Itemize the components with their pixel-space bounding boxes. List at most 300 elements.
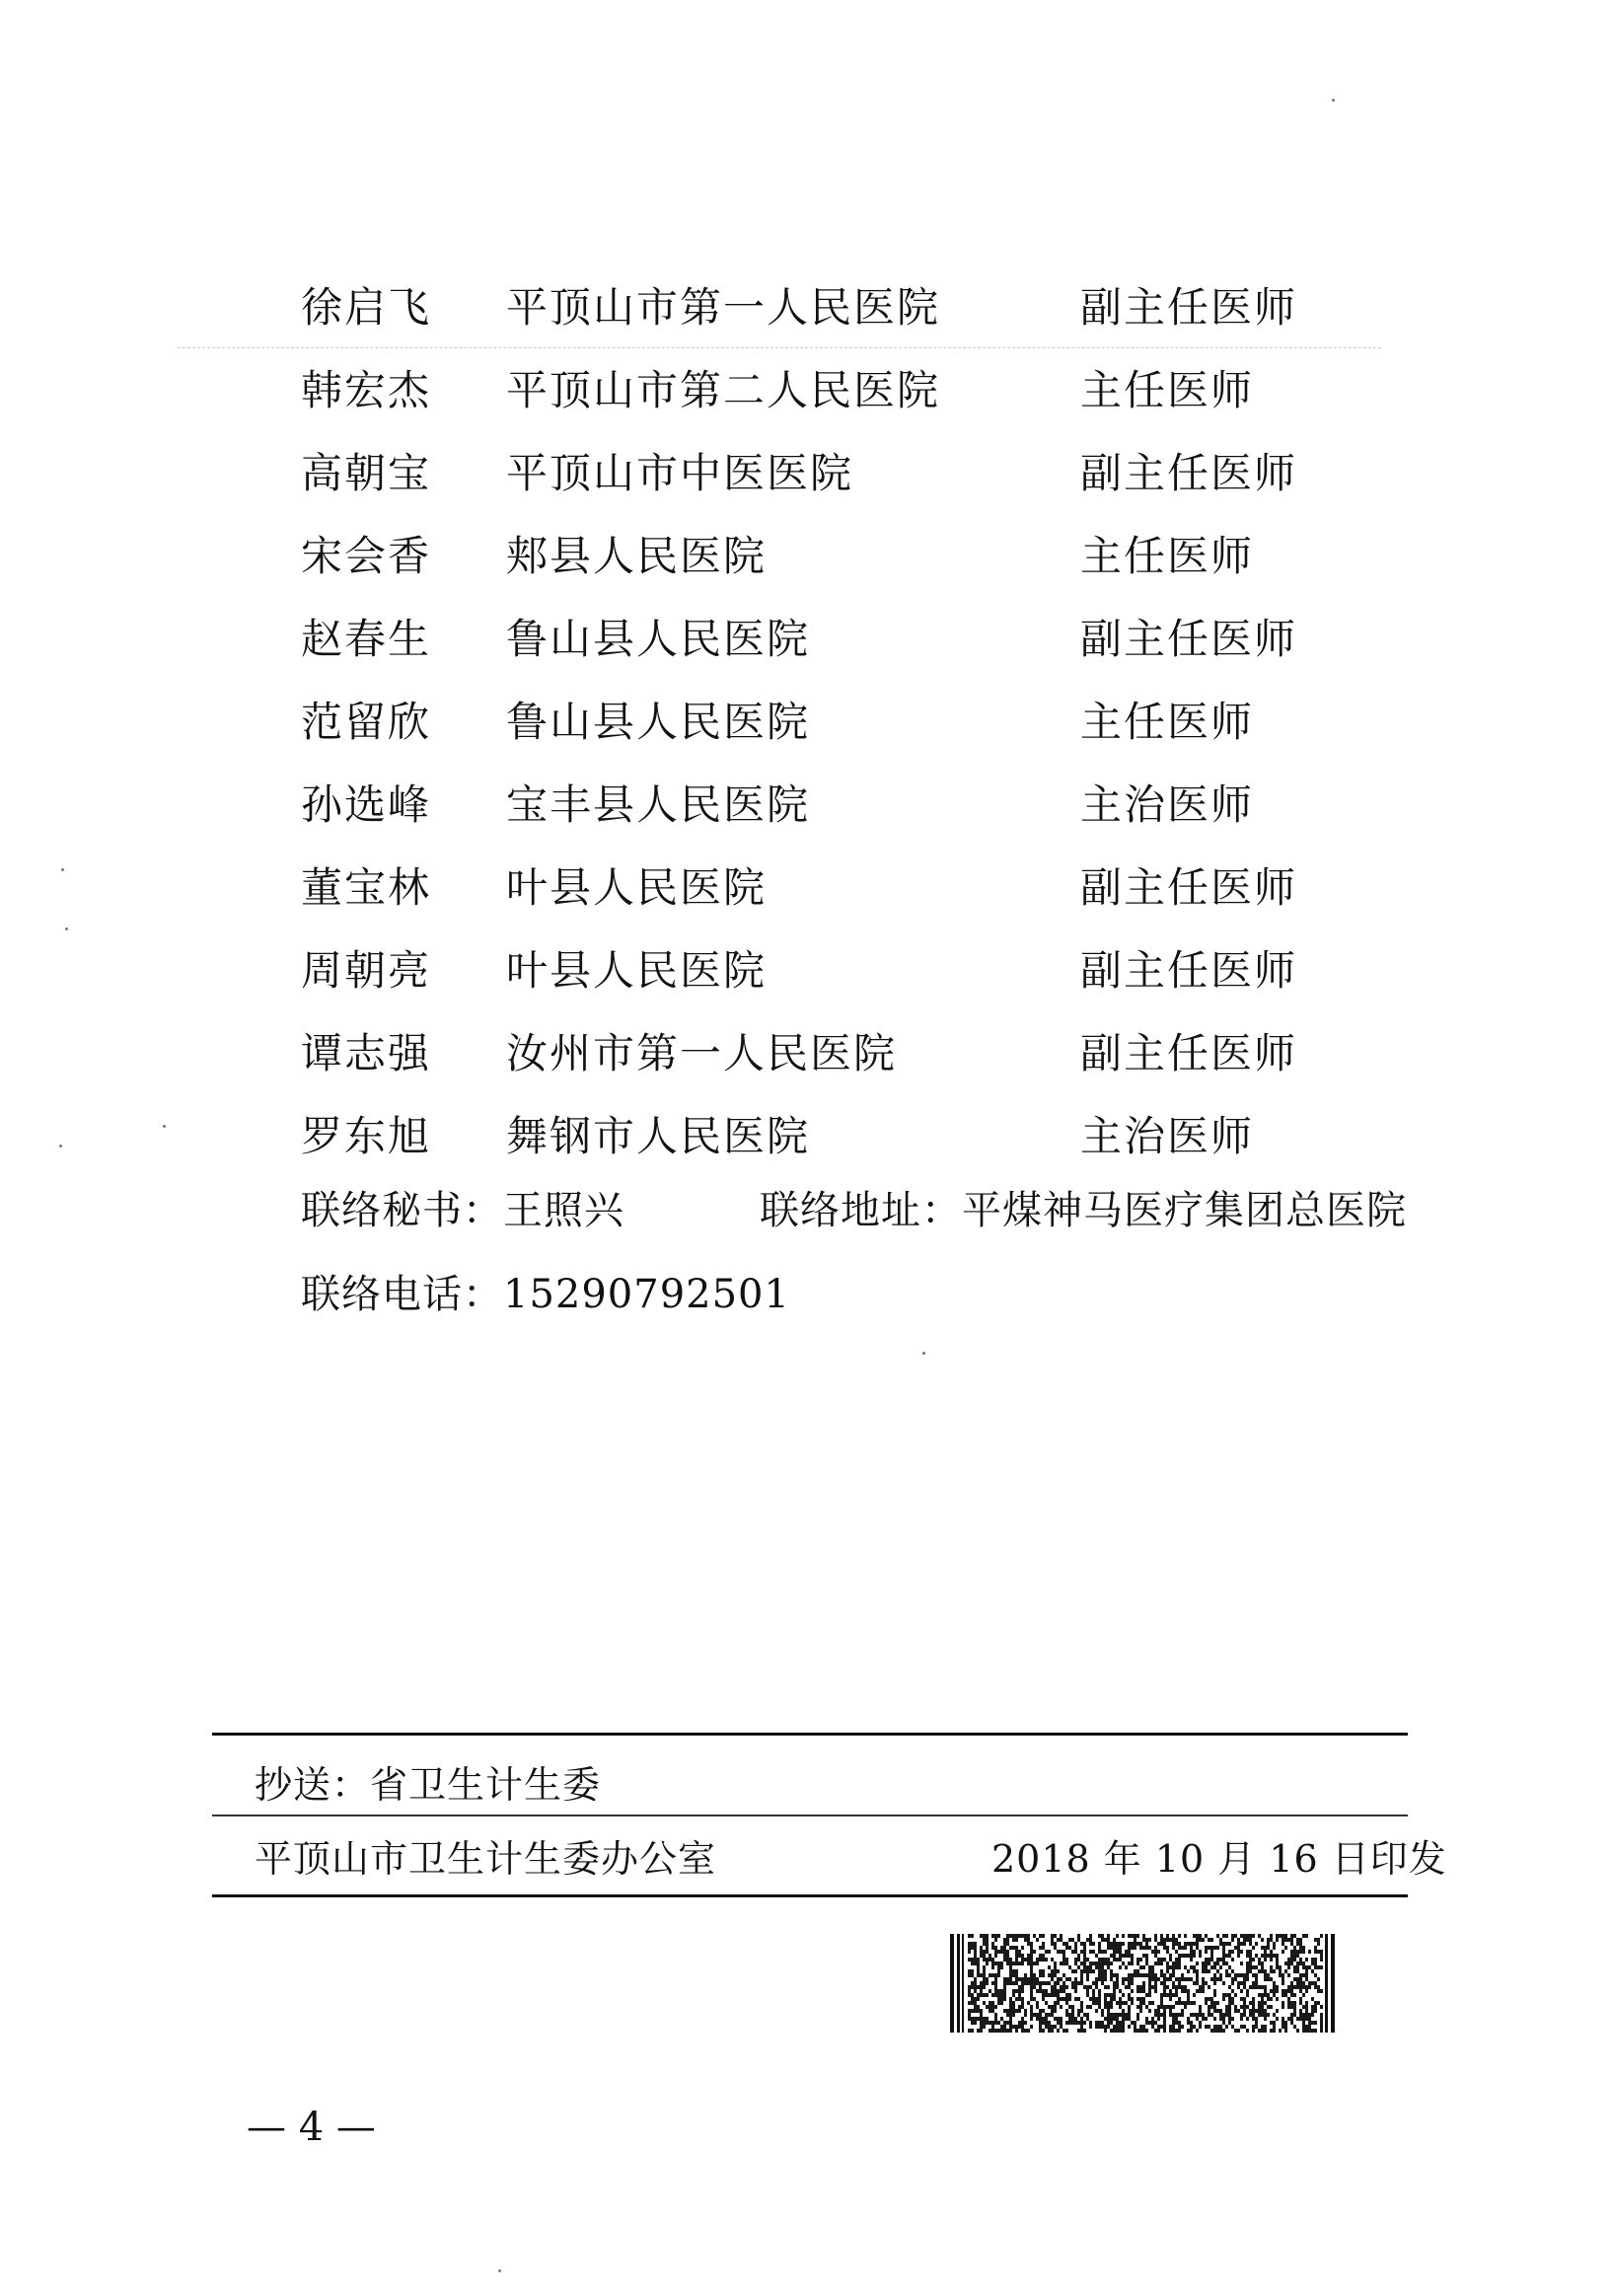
barcode-module [1080, 1977, 1083, 1981]
barcode-module [1009, 2025, 1012, 2029]
barcode-module [1205, 1958, 1208, 1962]
barcode-module [1036, 1989, 1039, 1993]
barcode-module [994, 1985, 997, 1989]
barcode-module [1199, 2025, 1202, 2029]
barcode-module [1231, 1950, 1234, 1954]
barcode-module [1128, 1962, 1131, 1965]
barcode-module [1068, 1938, 1071, 1942]
barcode-module [1261, 1985, 1264, 1989]
barcode-module [1273, 1942, 1276, 1946]
barcode-module [1045, 1958, 1048, 1962]
barcode-module [1264, 2009, 1267, 2013]
barcode-module [1172, 1942, 1175, 1946]
scan-speck [498, 2269, 501, 2272]
barcode-module [1092, 1969, 1095, 1973]
barcode-module [1136, 1997, 1139, 2001]
barcode-module [1015, 1938, 1018, 1942]
barcode-module [1021, 2005, 1024, 2009]
barcode-module [1290, 2001, 1293, 2005]
barcode-module [1030, 2005, 1033, 2009]
barcode-module [1057, 2021, 1060, 2025]
barcode-module [1249, 1965, 1252, 1969]
barcode-module [1205, 2017, 1208, 2021]
barcode-module [1157, 1977, 1160, 1981]
member-hospital: 鲁山县人民医院 [506, 698, 811, 746]
barcode-module [980, 2013, 983, 2017]
barcode-module [1243, 1997, 1246, 2001]
barcode-module [997, 1993, 1000, 1997]
barcode-module [1128, 2025, 1131, 2029]
barcode-module [1051, 2009, 1054, 2013]
barcode-module [1270, 1950, 1273, 1954]
barcode-module [1107, 1993, 1110, 1997]
barcode-module [1030, 1950, 1033, 1954]
barcode-module [1015, 2025, 1018, 2029]
barcode-module [1136, 1985, 1139, 1989]
barcode-module [1154, 1946, 1157, 1950]
barcode-module [1208, 1969, 1210, 1973]
barcode-module [1181, 1973, 1184, 1977]
barcode-module [1267, 1942, 1270, 1946]
barcode-module [1219, 1942, 1222, 1946]
barcode-module [1284, 1989, 1287, 1993]
barcode-module [1311, 1969, 1314, 1973]
barcode-module [977, 2005, 980, 2009]
barcode-module [1234, 2009, 1237, 2013]
barcode-module [1261, 1993, 1264, 1997]
barcode-module [1021, 2025, 1024, 2029]
member-name: 范留欣 [301, 698, 432, 746]
barcode-module [1163, 1938, 1166, 1942]
barcode-module [1202, 1989, 1205, 1993]
barcode-module [1045, 1950, 1048, 1954]
barcode-module [1240, 2017, 1243, 2021]
barcode-module [1086, 1965, 1089, 1969]
barcode-module [1003, 1938, 1006, 1942]
member-name: 徐启飞 [301, 283, 432, 332]
barcode-module [1098, 1942, 1101, 1946]
barcode-module [1163, 1958, 1166, 1962]
scan-speck [922, 1352, 925, 1355]
barcode-module [1131, 1946, 1134, 1950]
barcode-module [1092, 1981, 1095, 1985]
barcode-module [1119, 2021, 1122, 2025]
barcode-module [1151, 1985, 1154, 1989]
barcode-module [1320, 2025, 1323, 2029]
barcode-module [1196, 1962, 1199, 1965]
barcode-module [1077, 2009, 1080, 2013]
barcode-module [1018, 1934, 1021, 1938]
barcode-module [974, 1989, 977, 1993]
barcode-module [1148, 1993, 1151, 1997]
barcode-module [1317, 1977, 1320, 1981]
barcode-module [1101, 1962, 1104, 1965]
barcode-module [1305, 1985, 1308, 1989]
barcode-module [1154, 2021, 1157, 2025]
barcode-module [1054, 2001, 1057, 2005]
barcode-module [1136, 1969, 1139, 1973]
barcode-module [1163, 2021, 1166, 2025]
barcode-module [1074, 2017, 1077, 2021]
barcode-module [1030, 1993, 1033, 1997]
barcode-module [1054, 1989, 1057, 1993]
barcode-module [1222, 2017, 1225, 2021]
barcode-module [1237, 1985, 1240, 1989]
barcode-module [1213, 1965, 1216, 1969]
barcode-module [1110, 2029, 1113, 2033]
scan-speck [61, 868, 64, 871]
barcode-module [1122, 1934, 1125, 1938]
barcode-module [1021, 1954, 1024, 1958]
barcode-module [1051, 1969, 1054, 1973]
barcode-module [1184, 1977, 1187, 1981]
barcode-module [1136, 2017, 1139, 2021]
barcode-module [980, 1950, 983, 1954]
barcode-module [1252, 2005, 1255, 2009]
barcode-module [1243, 2001, 1246, 2005]
barcode-module [971, 1962, 974, 1965]
barcode-module [1003, 1942, 1006, 1946]
barcode-module [1042, 1954, 1045, 1958]
barcode-module [1282, 1993, 1284, 1997]
cc-value: 省卫生计生委 [370, 1763, 602, 1807]
barcode-module [1296, 2029, 1299, 2033]
barcode-module [1255, 1973, 1258, 1977]
barcode-module [1290, 2005, 1293, 2009]
barcode-module [1113, 1954, 1116, 1958]
barcode-module [1240, 2025, 1243, 2029]
barcode-module [1015, 1981, 1018, 1985]
barcode-module [1057, 2001, 1060, 2005]
barcode-module [1276, 2017, 1279, 2021]
barcode-module [1178, 1962, 1181, 1965]
barcode-module [1148, 1973, 1151, 1977]
barcode-module [1048, 2029, 1051, 2033]
barcode-module [1113, 1946, 1116, 1950]
barcode-module [1160, 2013, 1163, 2017]
barcode-module [1027, 1977, 1030, 1981]
barcode-module [983, 1977, 986, 1981]
barcode-module [1234, 1977, 1237, 1981]
barcode-module [1045, 2017, 1048, 2021]
barcode-module [1012, 2005, 1015, 2009]
barcode-module [1057, 2017, 1060, 2021]
barcode-module [1246, 1993, 1249, 1997]
barcode-module [1314, 1950, 1317, 1954]
barcode-module [1128, 1973, 1131, 1977]
barcode-module [1051, 2029, 1054, 2033]
barcode-module [1225, 1934, 1228, 1938]
barcode-module [1181, 2001, 1184, 2005]
barcode-module [1083, 1985, 1086, 1989]
barcode-module [1009, 1958, 1012, 1962]
barcode-module [1039, 1989, 1042, 1993]
barcode-module [1154, 1954, 1157, 1958]
barcode-module [1237, 1950, 1240, 1954]
barcode-module [1148, 1969, 1151, 1973]
barcode-module [1205, 1981, 1208, 1985]
barcode-module [1154, 1962, 1157, 1965]
barcode-module [1131, 1977, 1134, 1981]
barcode-module [1042, 2009, 1045, 2013]
barcode-module [1157, 2017, 1160, 2021]
barcode-module [1252, 2013, 1255, 2017]
barcode-module [971, 1993, 974, 1997]
barcode-module [1208, 1946, 1210, 1950]
barcode-module [1213, 2009, 1216, 2013]
barcode-module [1024, 1973, 1027, 1977]
barcode-module [1006, 1962, 1009, 1965]
barcode-module [1057, 1993, 1060, 1997]
barcode-module [1273, 1981, 1276, 1985]
barcode-module [1136, 1934, 1139, 1938]
barcode-module [968, 1946, 971, 1950]
barcode-module [1175, 2021, 1178, 2025]
barcode-module [1104, 1997, 1107, 2001]
barcode-module [1299, 2009, 1302, 2013]
barcode-module [1036, 2017, 1039, 2021]
barcode-module [991, 2005, 994, 2009]
barcode-module [1060, 1950, 1062, 1954]
barcode-module [1062, 2029, 1065, 2033]
barcode-module [1110, 1954, 1113, 1958]
barcode-module [1261, 2025, 1264, 2029]
barcode-module [1089, 1969, 1092, 1973]
barcode-module [971, 2017, 974, 2021]
barcode-module [1104, 1973, 1107, 1977]
barcode-module [1308, 2029, 1311, 2033]
barcode-module [1095, 1965, 1098, 1969]
barcode-module [968, 2013, 971, 2017]
barcode-module [1187, 2001, 1190, 2005]
member-hospital: 舞钢市人民医院 [506, 1112, 811, 1160]
member-name: 高朝宝 [301, 449, 432, 497]
barcode-module [1048, 1950, 1051, 1954]
barcode-module [1208, 2005, 1210, 2009]
barcode-module [994, 1946, 997, 1950]
member-row [301, 1012, 1416, 1095]
barcode-module [1134, 1934, 1136, 1938]
barcode-module [1219, 2029, 1222, 2033]
barcode-module [1213, 2017, 1216, 2021]
barcode-module [1139, 1942, 1142, 1946]
barcode-module [1311, 1997, 1314, 2001]
barcode-module [1148, 2021, 1151, 2025]
barcode-module [1243, 2025, 1246, 2029]
barcode-module [1169, 1997, 1172, 2001]
barcode-module [1042, 1934, 1045, 1938]
barcode-module [1086, 1973, 1089, 1977]
barcode-module [1287, 1973, 1290, 1977]
barcode-module [1163, 1946, 1166, 1950]
barcode-module [1098, 1934, 1101, 1938]
barcode-module [1098, 1993, 1101, 1997]
barcode-module [1080, 1962, 1083, 1965]
barcode-module [1107, 2009, 1110, 2013]
barcode-module [1142, 1934, 1145, 1938]
barcode-module [1077, 1938, 1080, 1942]
barcode-module [1110, 1997, 1113, 2001]
barcode-module [1219, 2009, 1222, 2013]
barcode-module [1202, 1985, 1205, 1989]
barcode-module [1048, 1993, 1051, 1997]
barcode-module [1258, 1934, 1261, 1938]
barcode-module [1175, 1985, 1178, 1989]
barcode-module [1116, 1950, 1119, 1954]
barcode-module [1042, 2029, 1045, 2033]
barcode-module [1270, 2005, 1273, 2009]
barcode-module [1065, 1985, 1068, 1989]
issue-date: 2018 年 10 月 16 日印发 [991, 1837, 1447, 1881]
barcode-module [991, 1946, 994, 1950]
barcode-module [1101, 1977, 1104, 1981]
barcode-module [1009, 1962, 1012, 1965]
barcode-module [1190, 1958, 1193, 1962]
barcode-module [1074, 1942, 1077, 1946]
barcode-module [1246, 1950, 1249, 1954]
barcode-module [1000, 1946, 1003, 1950]
barcode-module [1142, 1954, 1145, 1958]
barcode-module [1021, 1977, 1024, 1981]
barcode-module [1119, 1946, 1122, 1950]
barcode-module [1169, 1958, 1172, 1962]
barcode-module [1187, 1989, 1190, 1993]
barcode-module [1065, 1962, 1068, 1965]
barcode-module [1225, 1962, 1228, 1965]
barcode-module [1172, 1965, 1175, 1969]
barcode-module [1299, 1950, 1302, 1954]
barcode-module [1051, 2025, 1054, 2029]
barcode-module [1169, 1977, 1172, 1981]
barcode-module [1012, 2001, 1015, 2005]
barcode-module [1282, 1934, 1284, 1938]
barcode-module [986, 1946, 989, 1950]
barcode-module [1293, 1958, 1296, 1962]
barcode-module [1258, 2029, 1261, 2033]
barcode-module [1205, 2025, 1208, 2029]
barcode-module [1101, 2009, 1104, 2013]
barcode-module [1284, 2021, 1287, 2025]
barcode-module [1003, 2021, 1006, 2025]
barcode-module [971, 1934, 974, 1938]
barcode-module [1027, 2029, 1030, 2033]
barcode-module [991, 1981, 994, 1985]
barcode-module [1148, 1946, 1151, 1950]
barcode-module [1060, 1985, 1062, 1989]
barcode-module [1240, 1973, 1243, 1977]
barcode-module [1116, 2021, 1119, 2025]
barcode-module [997, 1965, 1000, 1969]
barcode-module [1196, 2017, 1199, 2021]
barcode-module [1145, 1993, 1148, 1997]
barcode-module [968, 1950, 971, 1954]
barcode-module [1089, 1985, 1092, 1989]
barcode-module [1178, 1946, 1181, 1950]
barcode-module [1202, 2017, 1205, 2021]
secretary-label: 联络秘书： [301, 1188, 503, 1233]
barcode-module [989, 1989, 991, 1993]
member-title: 主治医师 [1080, 780, 1255, 829]
barcode-module [1302, 2005, 1305, 2009]
barcode-module [1154, 2029, 1157, 2033]
barcode-module [971, 1942, 974, 1946]
barcode-module [986, 1934, 989, 1938]
barcode-module [1018, 2005, 1021, 2009]
barcode-module [1172, 2029, 1175, 2033]
barcode-module [1098, 1958, 1101, 1962]
barcode-module [1175, 1962, 1178, 1965]
barcode-module [1086, 2017, 1089, 2021]
barcode-module [1128, 1993, 1131, 1997]
barcode-module [1092, 2001, 1095, 2005]
barcode-module [1074, 1969, 1077, 1973]
barcode-module [1190, 1942, 1193, 1946]
barcode-module [1202, 1969, 1205, 1973]
barcode-module [1175, 2029, 1178, 2033]
barcode-module [1246, 1969, 1249, 1973]
barcode-module [1060, 1997, 1062, 2001]
barcode-module [1113, 1989, 1116, 1993]
barcode-module [994, 1938, 997, 1942]
barcode-module [1012, 2013, 1015, 2017]
barcode-module [1101, 2021, 1104, 2025]
barcode-module [1240, 1950, 1243, 1954]
barcode-module [1228, 1985, 1231, 1989]
barcode-module [1095, 2025, 1098, 2029]
barcode-module [1012, 1993, 1015, 1997]
barcode-module [1116, 1958, 1119, 1962]
barcode-module [1320, 1950, 1323, 1954]
barcode-module [1110, 1946, 1113, 1950]
barcode-module [1021, 2001, 1024, 2005]
barcode-module [1199, 1938, 1202, 1942]
barcode-module [1154, 1950, 1157, 1954]
barcode-module [1071, 1950, 1074, 1954]
barcode-module [1237, 2009, 1240, 2013]
barcode-module [1273, 1969, 1276, 1973]
barcode-module [1178, 1958, 1181, 1962]
barcode-module [1296, 1981, 1299, 1985]
barcode-module [1122, 1942, 1125, 1946]
barcode-module [1107, 2025, 1110, 2029]
barcode-module [1199, 1950, 1202, 1954]
barcode-module [1246, 1954, 1249, 1958]
barcode-module [1302, 2017, 1305, 2021]
barcode-module [1175, 1942, 1178, 1946]
barcode-module [1060, 1934, 1062, 1938]
barcode-module [1122, 2009, 1125, 2013]
barcode-module [1225, 1942, 1228, 1946]
barcode-module [1267, 1977, 1270, 1981]
barcode-module [974, 1985, 977, 1989]
member-hospital: 鲁山县人民医院 [506, 615, 811, 663]
barcode-module [983, 1973, 986, 1977]
member-name: 韩宏杰 [301, 366, 432, 414]
barcode-module [1190, 2013, 1193, 2017]
barcode-module [1273, 2013, 1276, 2017]
barcode-module [986, 1981, 989, 1985]
barcode-module [1012, 1973, 1015, 1977]
barcode-module [1077, 1954, 1080, 1958]
barcode-module [1166, 1969, 1169, 1973]
barcode-module [1145, 1946, 1148, 1950]
barcode-module [1051, 2013, 1054, 2017]
barcode-module [1113, 2025, 1116, 2029]
barcode-module [1205, 2001, 1208, 2005]
barcode-module [1178, 1997, 1181, 2001]
barcode-module [1169, 2013, 1172, 2017]
barcode-module [1095, 1954, 1098, 1958]
